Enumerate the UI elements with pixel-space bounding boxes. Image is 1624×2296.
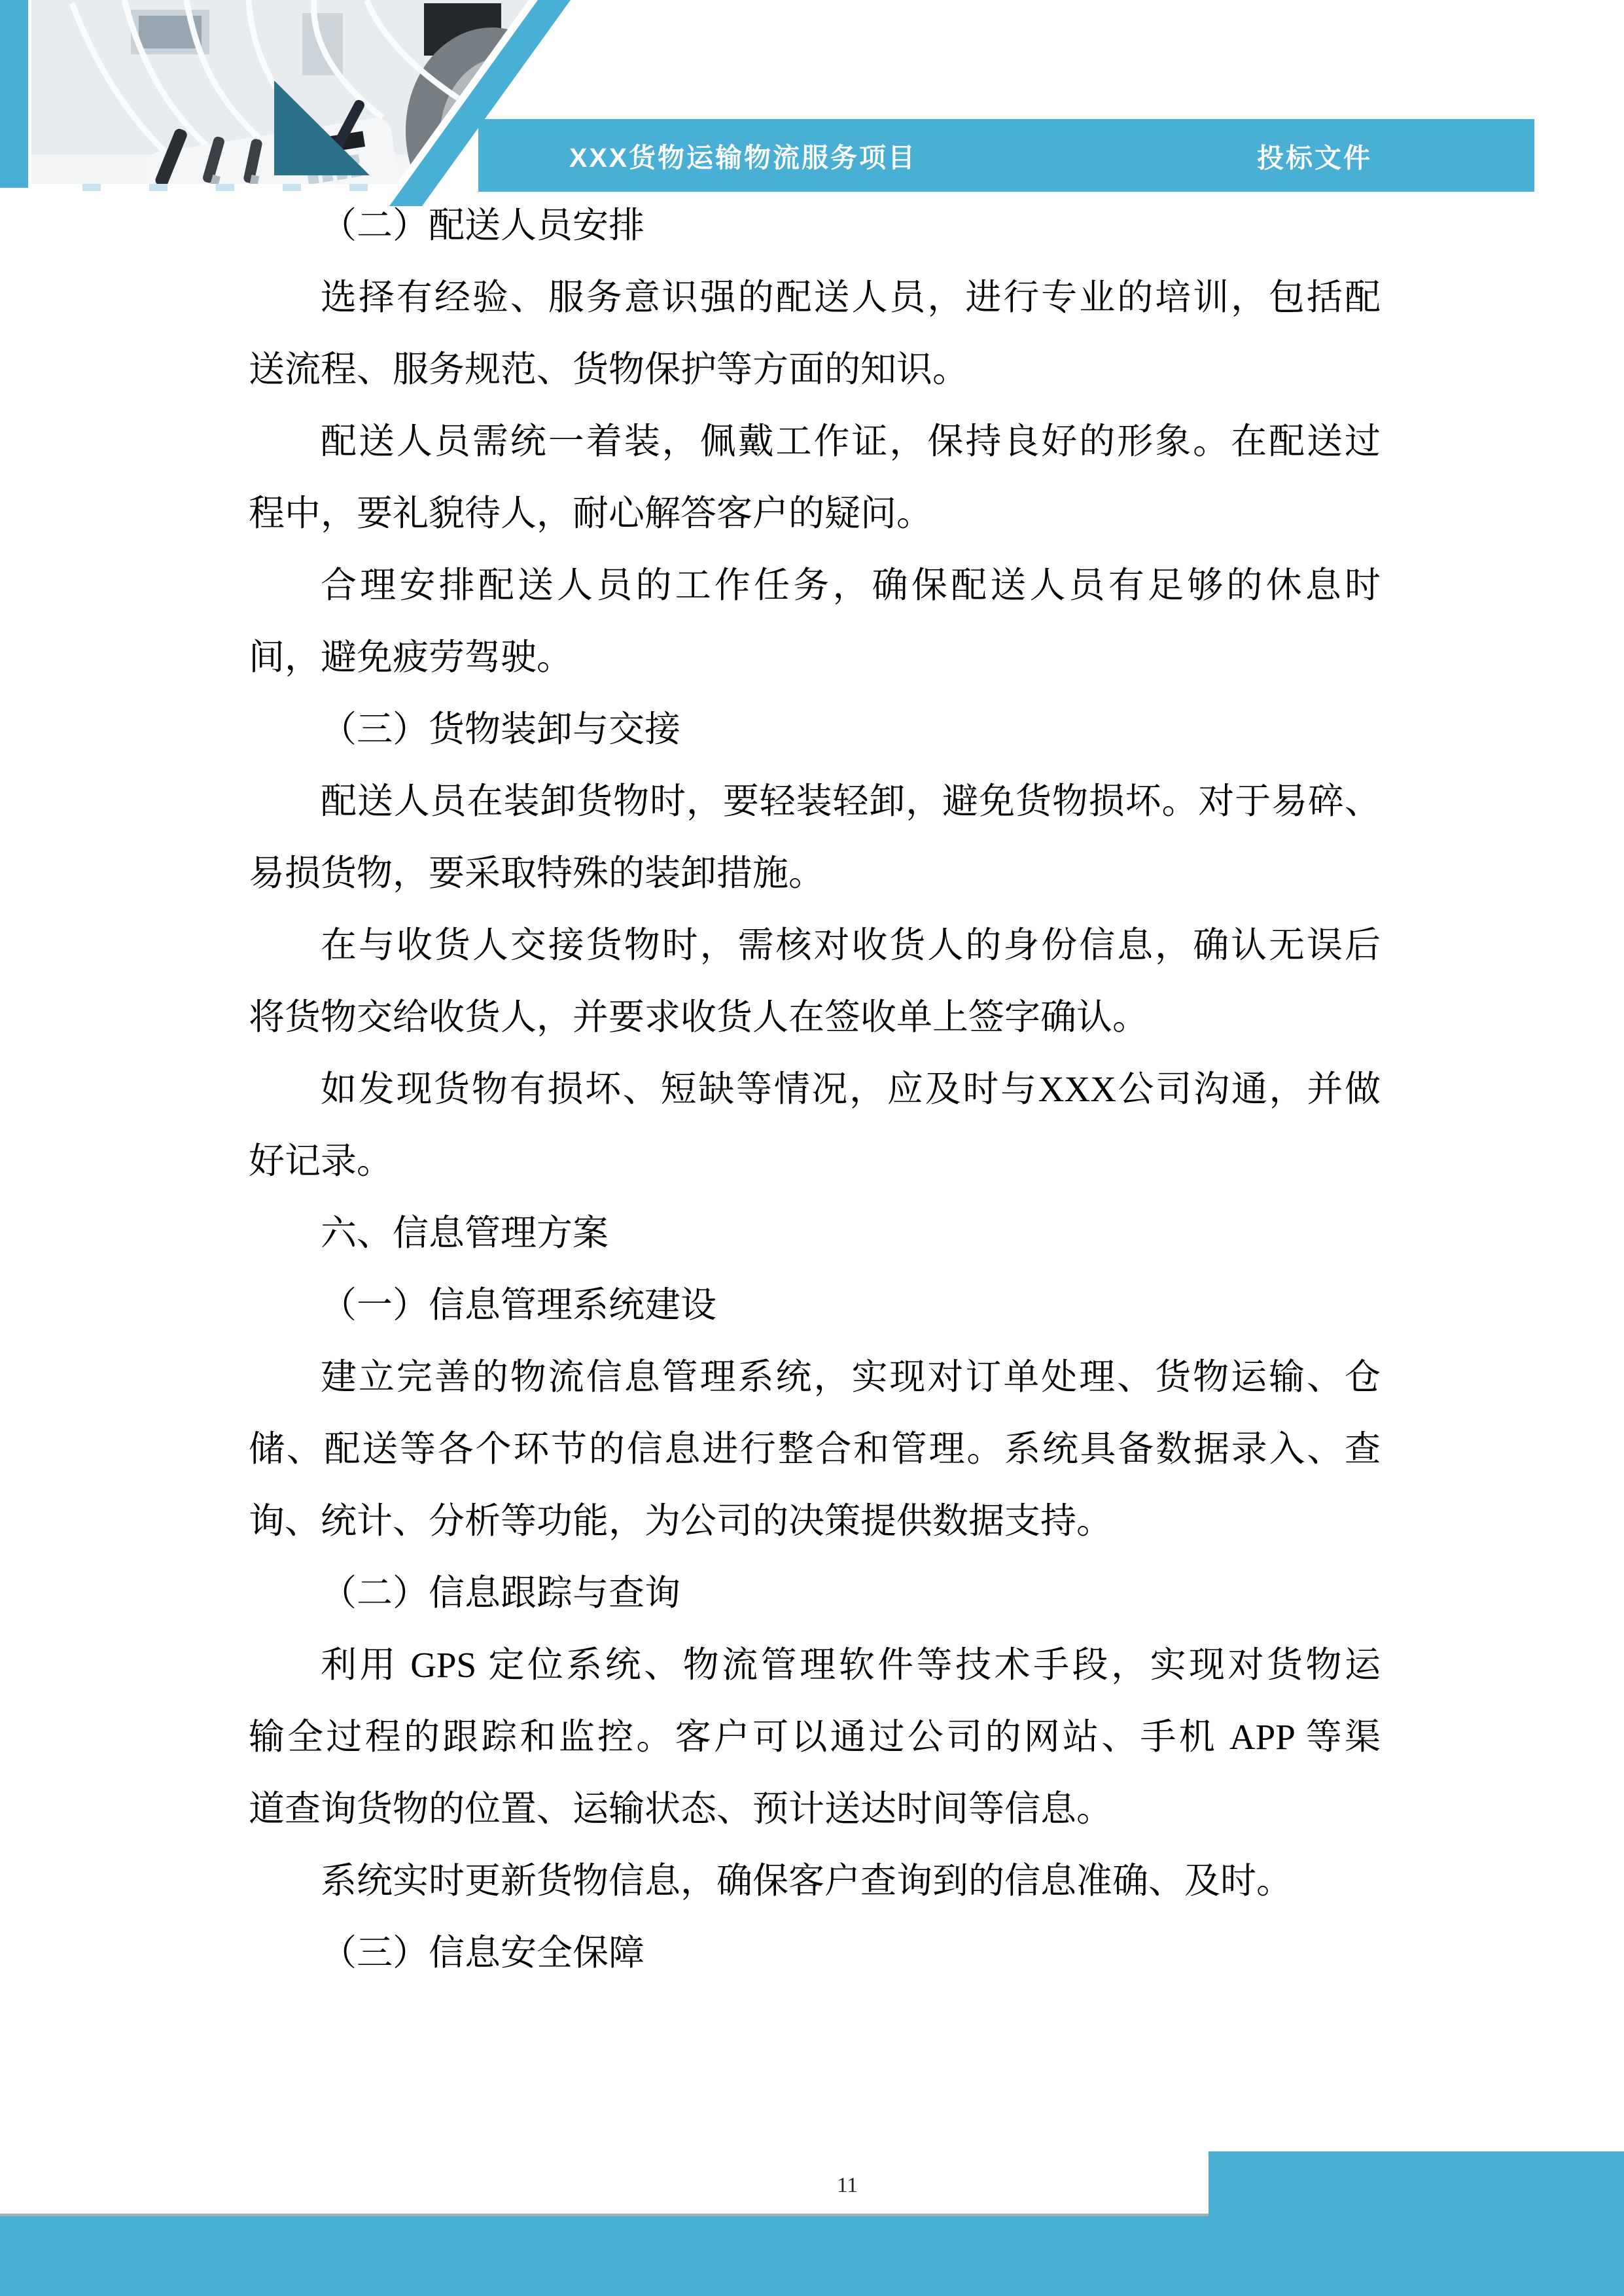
paragraph-line: 道查询货物的位置、运输状态、预计送达时间等信息。 xyxy=(249,1789,1113,1829)
paragraph-line: 询、统计、分析等功能，为公司的决策提供数据支持。 xyxy=(249,1501,1113,1541)
paragraph-line: 系统实时更新货物信息，确保客户查询到的信息准确、及时。 xyxy=(321,1861,1293,1901)
paragraph-line: 建立完善的物流信息管理系统，实现对订单处理、货物运输、仓 xyxy=(321,1357,1381,1397)
paragraph-line: 六、信息管理方案 xyxy=(321,1213,609,1253)
left-accent-stripe xyxy=(0,0,28,188)
accent-dash xyxy=(149,184,168,191)
paragraph-line: （二）配送人员安排 xyxy=(321,205,645,245)
paragraph-line: （三）信息安全保障 xyxy=(321,1933,645,1973)
paragraph-line: 储、配送等各个环节的信息进行整合和管理。系统具备数据录入、查 xyxy=(249,1429,1381,1469)
paragraph-line: 间，避免疲劳驾驶。 xyxy=(249,637,573,677)
header-banner xyxy=(478,119,1534,192)
paragraph-line: 好记录。 xyxy=(249,1141,393,1181)
paragraph-line: （一）信息管理系统建设 xyxy=(321,1285,717,1325)
paragraph-line: 易损货物，要采取特殊的装卸措施。 xyxy=(249,853,825,893)
accent-dash xyxy=(82,184,101,191)
paragraph-line: 如发现货物有损坏、短缺等情况，应及时与XXX公司沟通，并做 xyxy=(321,1069,1381,1109)
paragraph-line: 将货物交给收货人，并要求收货人在签收单上签字确认。 xyxy=(249,997,1149,1037)
page-number: 11 xyxy=(837,2174,858,2197)
body-text xyxy=(249,190,1381,1989)
paragraph-line: 选择有经验、服务意识强的配送人员，进行专业的培训，包括配 xyxy=(321,277,1381,317)
paragraph-line: 输全过程的跟踪和监控。客户可以通过公司的网站、手机 APP 等渠 xyxy=(249,1717,1381,1757)
paragraph-line: （二）信息跟踪与查询 xyxy=(321,1573,681,1613)
footer-band xyxy=(0,2216,1624,2296)
paragraph-line: （三）货物装卸与交接 xyxy=(321,709,681,749)
paragraph-line: 配送人员需统一着装，佩戴工作证，保持良好的形象。在配送过 xyxy=(321,421,1381,461)
paragraph-line: 送流程、服务规范、货物保护等方面的知识。 xyxy=(249,349,969,389)
doc-type-label: 投标文件 xyxy=(1257,143,1372,173)
project-title: XXX货物运输物流服务项目 xyxy=(569,143,917,173)
paragraph-line: 程中，要礼貌待人，耐心解答客户的疑问。 xyxy=(249,493,933,533)
paragraph-line: 在与收货人交接货物时，需核对收货人的身份信息，确认无误后 xyxy=(321,925,1381,965)
paragraph-line: 配送人员在装卸货物时，要轻装轻卸，避免货物损坏。对于易碎、 xyxy=(321,781,1381,821)
paragraph-line: 利用 GPS 定位系统、物流管理软件等技术手段，实现对货物运 xyxy=(321,1645,1381,1685)
accent-dash xyxy=(216,184,234,191)
paragraph-line: 合理安排配送人员的工作任务，确保配送人员有足够的休息时 xyxy=(321,565,1381,605)
